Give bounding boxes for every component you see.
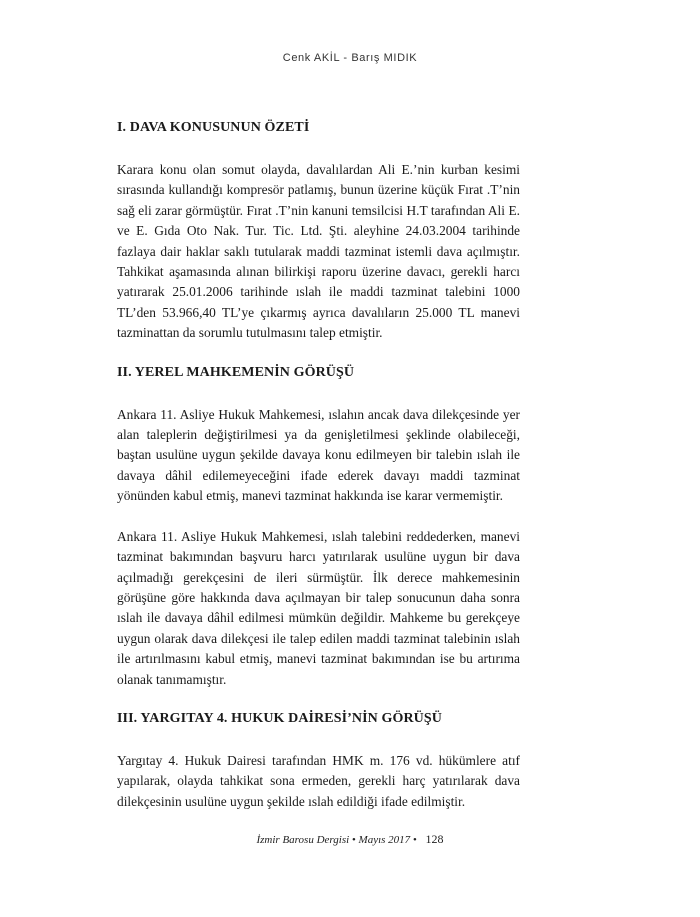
journal-name: İzmir Barosu Dergisi [256,834,350,846]
page-footer [0,832,700,847]
journal-issue: Mayıs 2017 [358,834,411,846]
running-head: Cenk AKİL - Barış MIDIK [282,52,418,64]
footer-bullet: • [351,834,356,846]
section-heading-yargitay: III. YARGITAY 4. HUKUK DAİRESİ’NİN GÖRÜŞÜ [117,710,442,726]
paragraph-summary: Karara konu olan somut olayda, davalılardan Ali E.’nin kurban kesimi sırasında kullandığı kompresör patlamış, bunun üzerine küçük Fırat .T’nin sağ eli zarar görmüştür. Fırat .T’nin kanuni temsilcisi H.T tarafından Ali E. ve E. Gıda Oto Nak. Tur. Tic. Ltd. Şti. aleyhine 24.03.2004 tarihinde fazlaya dair haklar saklı tutularak maddi tazminat istemli dava açılmıştır. Tahkikat aşamasında alınan bilirkişi raporu üzerine davacı, gerekli harcı yatırarak 25.01.2006 tarihinde ıslah ile maddi tazminat talebini 1000 TL’den 53.966,40 TL’ye çıkarmış ayrıca davalıların 25.000 TL manevi tazminattan da sorumlu tutulmasını talep etmiştir. [117,162,520,341]
page-number: 128 [425,832,444,846]
paragraph-local-court-1: Ankara 11. Asliye Hukuk Mahkemesi, ıslahın ancak dava dilekçesinde yer alan taleplerin değiştirilmesi ya da genişletilmesi şeklinde olabileceği, baştan usulüne uygun şekilde davaya konu edilmeyen bir talebin ıslah ile davaya dâhil edilemeyeceğini ifade ederek davayı maddi tazminat yönünden kabul etmiş, manevi tazminat hakkında ise karar vermemiştir. [117,406,520,504]
article-body [117,118,520,812]
paragraph-yargitay: Yargıtay 4. Hukuk Dairesi tarafından HMK m. 176 vd. hükümlere atıf yapılarak, olayda tahkikat sona ermeden, gerekli harç yatırılarak dava dilekçesinin usulüne uygun şekilde ıslah edildiği ifade edilmiştir. [117,752,520,809]
section-heading-summary: I. DAVA KONUSUNUN ÖZETİ [117,120,310,135]
paragraph-local-court-2: Ankara 11. Asliye Hukuk Mahkemesi, ıslah talebini reddederken, manevi tazminat bakımından başvuru harcı yatırılarak usulüne uygun bir dava açılmadığı gerekçesini de ileri sürmüştür. İlk derece mahkemesinin görüşüne göre hakkında dava açılmayan bir talep sonucunun daha sonra ıslah ile davaya dâhil edilmesi mümkün değildir. Mahkeme bu gerekçeye uygun olarak dava dilekçesi ile talep edilen maddi tazminat talebinin ıslah ile artırılmasını kabul etmiş, manevi tazminat bakımından ise bu artırıma olanak tanımamıştır. [117,528,520,687]
footer-bullet: • [412,834,417,846]
section-heading-local-court: II. YEREL MAHKEMENİN GÖRÜŞÜ [117,364,355,380]
